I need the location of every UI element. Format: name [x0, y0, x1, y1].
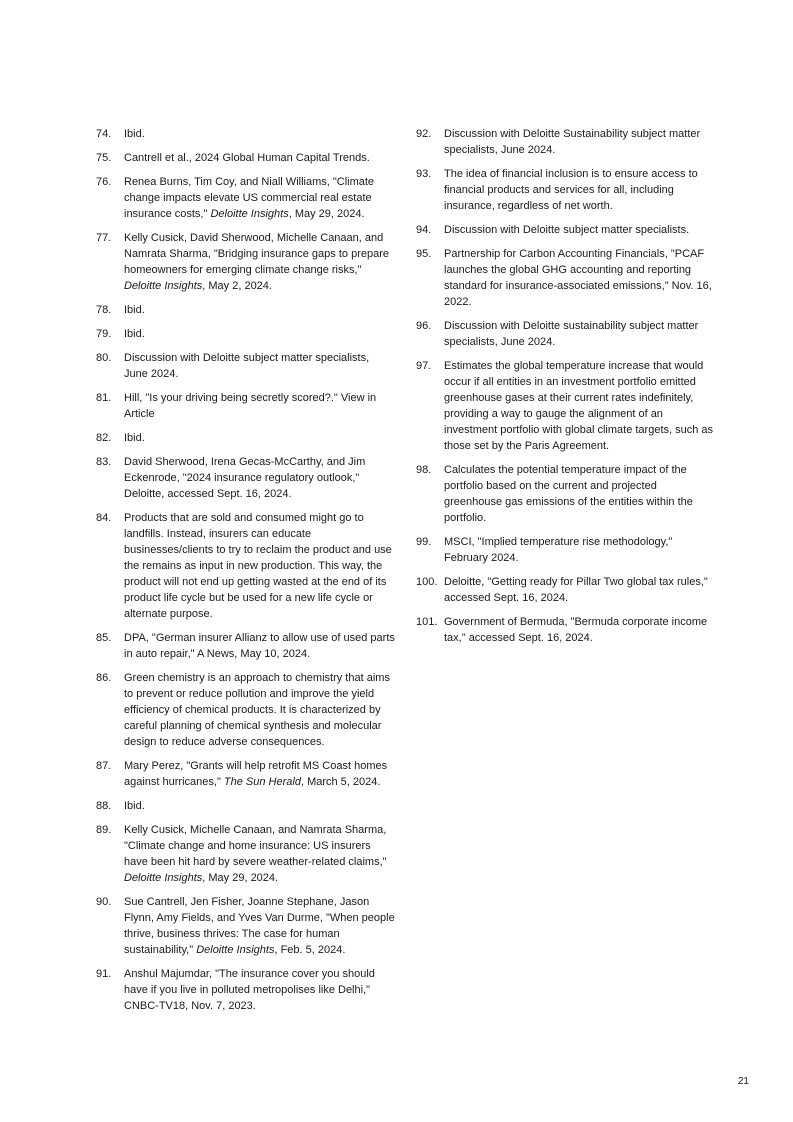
endnote-text-main: Cantrell et al., 2024 Global Human Capital Trends. [124, 152, 370, 164]
endnote-text [124, 126, 396, 142]
endnote-item [96, 510, 396, 622]
endnote-text-main: Anshul Majumdar, "The insurance cover you should have if you live in polluted metropolises like Delhi," CNBC-TV18, Nov. 7, 2023. [124, 968, 375, 1012]
endnote-item [96, 150, 396, 166]
endnote-text-main: Mary Perez, "Grants will help retrofit MS Coast homes against hurricanes," [124, 760, 388, 788]
endnote-text [124, 758, 396, 790]
endnote-text [444, 614, 716, 646]
endnote-item [416, 614, 716, 646]
endnote-number: 74. [96, 128, 112, 140]
endnote-text [444, 166, 716, 214]
endnote-number: 96. [416, 320, 432, 332]
endnote-number: 91. [96, 968, 112, 980]
endnote-item [96, 798, 396, 814]
endnote-text [444, 318, 716, 350]
endnote-text [124, 150, 396, 166]
endnote-text-main: Calculates the potential temperature impact of the portfolio based on the current and projected greenhouse gas emissions of the entities within the portfolio. [444, 464, 693, 524]
endnote-item [96, 350, 396, 382]
endnote-text-main: Kelly Cusick, Michelle Canaan, and Namrata Sharma, "Climate change and home insurance: US insurers have been hit hard by severe weather-related claims," [124, 824, 387, 868]
endnote-text [444, 462, 716, 526]
endnote-text-tail: , March 5, 2024. [300, 776, 381, 788]
endnote-number: 93. [416, 168, 432, 180]
endnote-text [124, 302, 396, 318]
endnote-publication: Deloitte Insights [124, 872, 203, 884]
endnote-item [96, 390, 396, 422]
endnote-number: 78. [96, 304, 112, 316]
endnote-text-main: Kelly Cusick, David Sherwood, Michelle Canaan, and Namrata Sharma, "Bridging insurance gaps to prepare homeowners for emerging climate change risks," [124, 232, 389, 276]
endnote-number: 98. [416, 464, 432, 476]
endnote-text [124, 390, 396, 422]
endnote-number: 88. [96, 800, 112, 812]
endnote-item [96, 454, 396, 502]
endnote-text-main: Ibid. [124, 304, 145, 316]
endnote-text-tail: , Feb. 5, 2024. [274, 944, 346, 956]
endnote-item [96, 894, 396, 958]
endnote-text-tail: , May 29, 2024. [288, 208, 365, 220]
endnote-text-main: David Sherwood, Irena Gecas-McCarthy, and Jim Eckenrode, "2024 insurance regulatory outlook," Deloitte, accessed Sept. 16, 2024. [124, 456, 366, 500]
endnote-text-main: Sue Cantrell, Jen Fisher, Joanne Stephane, Jason Flynn, Amy Fields, and Yves Van Durme, "When people thrive, business thrives: The case for human sustainability," [124, 896, 395, 956]
endnote-item [416, 318, 716, 350]
endnote-text-tail: , May 29, 2024. [202, 872, 279, 884]
endnote-text [124, 966, 396, 1014]
endnote-item [416, 574, 716, 606]
endnote-text-tail: , May 2, 2024. [202, 280, 272, 292]
endnotes-right-column [416, 126, 716, 654]
endnote-text-main: Green chemistry is an approach to chemistry that aims to prevent or reduce pollution and improve the yield efficiency of chemical products. It is characterized by careful planning of chemical synthesis and molecular design to reduce adverse consequences. [124, 672, 390, 748]
endnote-number: 101. [416, 616, 438, 628]
endnote-text [444, 222, 716, 238]
endnote-text-main: Deloitte, "Getting ready for Pillar Two global tax rules," accessed Sept. 16, 2024. [444, 576, 708, 604]
endnote-text [444, 126, 716, 158]
endnote-number: 97. [416, 360, 432, 372]
endnote-number: 80. [96, 352, 112, 364]
endnote-text-main: Renea Burns, Tim Coy, and Niall Williams, "Climate change impacts elevate US commercial real estate insurance costs," [124, 176, 375, 220]
endnote-text [124, 430, 396, 446]
endnote-text-main: Ibid. [124, 328, 145, 340]
endnote-number: 100. [416, 576, 438, 588]
endnote-item [96, 430, 396, 446]
endnote-text [124, 230, 396, 294]
endnote-item [416, 166, 716, 214]
endnote-item [96, 630, 396, 662]
endnote-text [124, 894, 396, 958]
endnote-text-main: Estimates the global temperature increase that would occur if all entities in an investment portfolio emitted greenhouse gases at their current rates indefinitely, providing a way to gauge the alignment of an investment portfolio with global climate targets, such as those set by the Paris Agreement. [444, 360, 714, 452]
endnote-text [124, 822, 396, 886]
endnote-item [416, 222, 716, 238]
endnote-item [96, 126, 396, 142]
endnote-publication: Deloitte Insights [196, 944, 275, 956]
endnote-text-main: Discussion with Deloitte sustainability subject matter specialists, June 2024. [444, 320, 699, 348]
endnote-text-main: Hill, "Is your driving being secretly scored?." View in Article [124, 392, 377, 420]
endnote-item [416, 534, 716, 566]
endnote-number: 99. [416, 536, 432, 548]
endnotes-left-column [96, 126, 396, 1022]
endnote-text [124, 350, 396, 382]
endnote-text [124, 174, 396, 222]
endnote-text-main: Ibid. [124, 800, 145, 812]
endnote-number: 94. [416, 224, 432, 236]
endnote-item [96, 174, 396, 222]
endnote-item [96, 670, 396, 750]
endnote-text-main: Products that are sold and consumed might go to landfills. Instead, insurers can educate businesses/clients to try to reclaim the product and use the remains as input in new production. This way, the product will not end up getting wasted at the end of its product life cycle but be used for a new life cycle or alternate purpose. [124, 512, 392, 620]
endnote-item [416, 358, 716, 454]
endnote-item [416, 246, 716, 310]
endnote-text [124, 630, 396, 662]
endnote-text-main: The idea of financial inclusion is to ensure access to financial products and services for all, including insurance, regardless of net worth. [444, 168, 698, 212]
endnote-text [444, 358, 716, 454]
endnote-text [444, 246, 716, 310]
page-number: 21 [737, 1076, 749, 1087]
endnote-item [96, 758, 396, 790]
endnote-item [416, 126, 716, 158]
endnote-item [96, 966, 396, 1014]
endnote-text [444, 574, 716, 606]
endnote-number: 82. [96, 432, 112, 444]
endnote-text [124, 798, 396, 814]
endnote-text-main: Ibid. [124, 432, 145, 444]
endnote-text-main: MSCI, "Implied temperature rise methodology," February 2024. [444, 536, 673, 564]
endnote-number: 84. [96, 512, 112, 524]
endnote-number: 75. [96, 152, 112, 164]
endnote-publication: The Sun Herald [223, 776, 301, 788]
endnote-number: 95. [416, 248, 432, 260]
endnote-text [124, 510, 396, 622]
endnote-text [124, 326, 396, 342]
endnote-number: 90. [96, 896, 112, 908]
endnote-text-main: Discussion with Deloitte subject matter specialists. [444, 224, 690, 236]
endnote-number: 76. [96, 176, 112, 188]
endnote-text-main: DPA, "German insurer Allianz to allow use of used parts in auto repair," A News, May 10, 2024. [124, 632, 395, 660]
endnote-text [444, 534, 716, 566]
endnote-publication: Deloitte Insights [210, 208, 289, 220]
endnote-text-main: Discussion with Deloitte subject matter specialists, June 2024. [124, 352, 370, 380]
endnote-number: 86. [96, 672, 112, 684]
endnote-number: 89. [96, 824, 112, 836]
endnote-text [124, 670, 396, 750]
endnote-number: 77. [96, 232, 112, 244]
endnote-text [124, 454, 396, 502]
endnote-publication: Deloitte Insights [124, 280, 203, 292]
endnote-item [96, 326, 396, 342]
endnote-number: 92. [416, 128, 432, 140]
endnote-text-main: Partnership for Carbon Accounting Financials, "PCAF launches the global GHG accounting and reporting standard for insurance-associated emissions," Nov. 16, 2022. [444, 248, 712, 308]
endnote-item [96, 302, 396, 318]
endnote-number: 81. [96, 392, 112, 404]
endnote-number: 83. [96, 456, 112, 468]
endnote-item [416, 462, 716, 526]
endnote-item [96, 822, 396, 886]
endnote-number: 87. [96, 760, 112, 772]
endnote-text-main: Ibid. [124, 128, 145, 140]
endnote-text-main: Discussion with Deloitte Sustainability subject matter specialists, June 2024. [444, 128, 701, 156]
endnote-number: 79. [96, 328, 112, 340]
endnote-number: 85. [96, 632, 112, 644]
endnote-item [96, 230, 396, 294]
endnote-text-main: Government of Bermuda, "Bermuda corporate income tax," accessed Sept. 16, 2024. [444, 616, 708, 644]
